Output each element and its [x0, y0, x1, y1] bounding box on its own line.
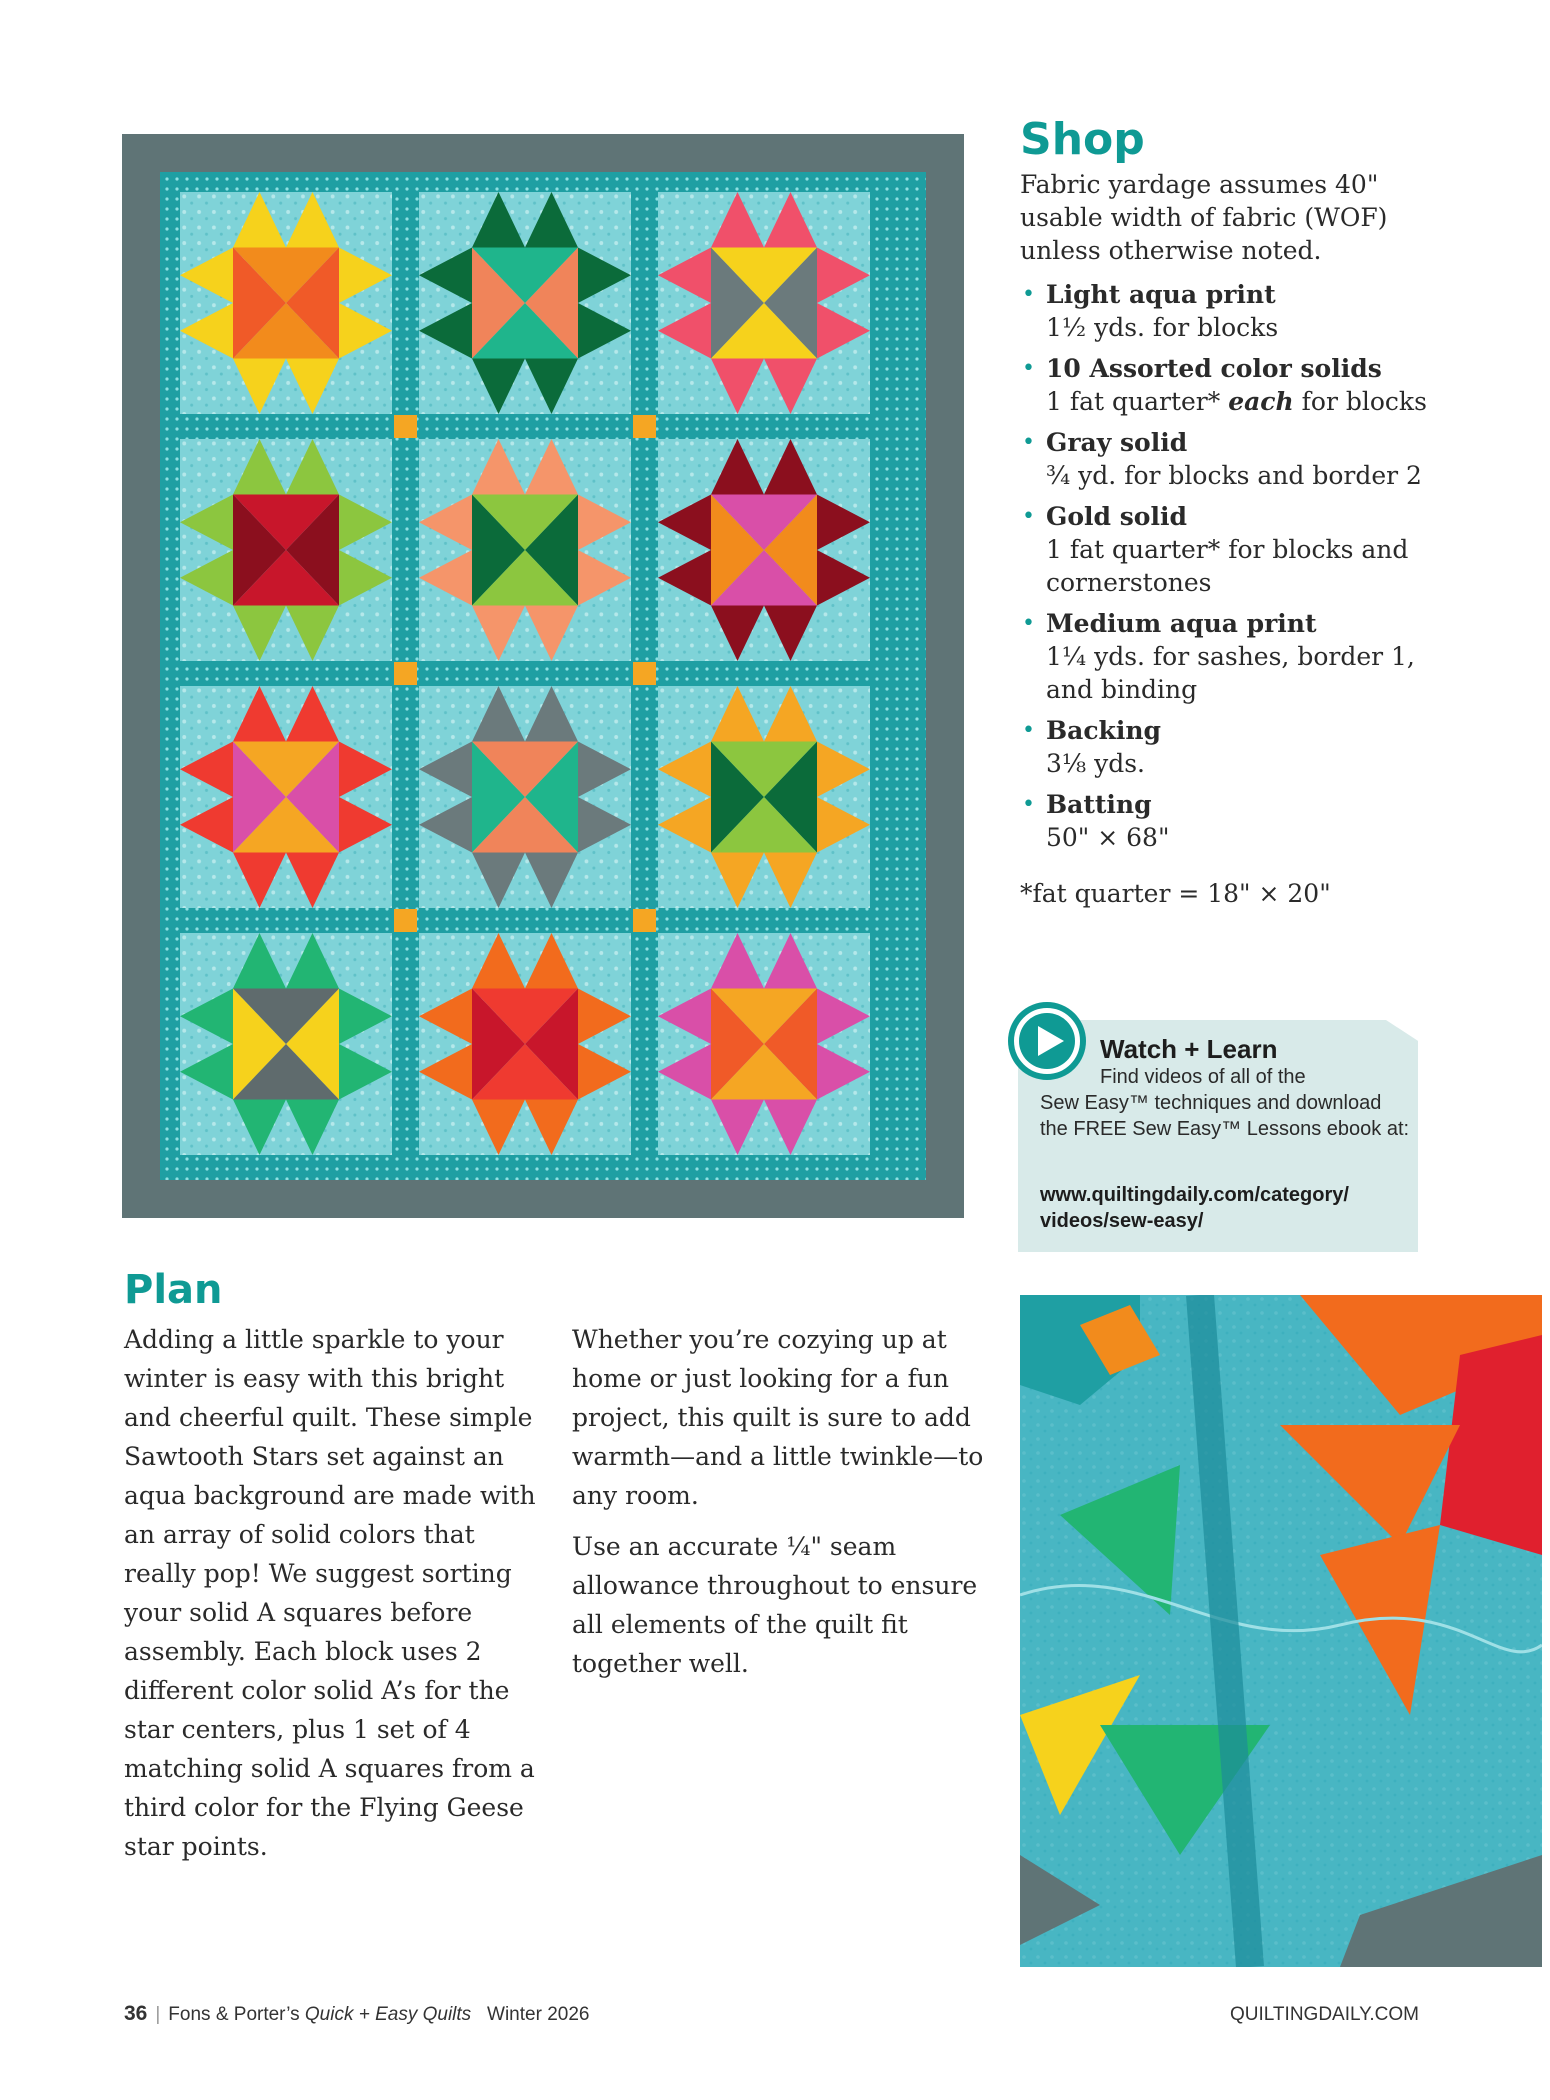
shop-footnote: *fat quarter = 18" × 20"	[1020, 879, 1331, 908]
watch-body-first: Find videos of all of the	[1100, 1066, 1306, 1088]
shop-item-name: Gold solid	[1046, 502, 1187, 531]
shop-item-name: Gray solid	[1046, 428, 1188, 457]
shop-item	[1020, 714, 1440, 780]
desc-emphasis: each	[1228, 387, 1294, 416]
footer-left	[124, 2002, 589, 2026]
star-block	[180, 686, 392, 908]
footer-site[interactable]: QUILTINGDAILY.COM	[1230, 2004, 1419, 2025]
plan-column-1: Adding a little sparkle to your winter is easy with this bright and cheerful quilt. These simple Sawtooth Stars set against an aqua background are made with an array of solid colors that really pop! We suggest sorting your solid A squares before assembly. Each block uses 2 different color solid A’s for the star centers, plus 1 set of 4 matching solid A squares from a third color for the Flying Geese star points.	[124, 1325, 536, 1861]
star-block	[419, 192, 631, 414]
bullet-icon: •	[1022, 356, 1035, 381]
quilt-photo	[122, 134, 964, 1218]
bullet-icon: •	[1022, 430, 1035, 455]
desc-post: for blocks	[1293, 387, 1427, 416]
publication-title: Quick + Easy Quilts	[304, 2004, 472, 2025]
quilt-detail-photo	[1020, 1295, 1542, 1967]
star-block	[658, 439, 870, 661]
star-block	[180, 933, 392, 1155]
star-block	[658, 192, 870, 414]
plan-paragraph: Whether you’re cozying up at home or just looking for a fun project, this quilt is sure to add warmth—and a little twinkle—to any room.	[572, 1325, 984, 1510]
shop-item-desc: ¾ yd. for blocks and border 2	[1046, 461, 1422, 490]
star-block	[180, 439, 392, 661]
watch-learn-body	[1040, 1064, 1410, 1142]
bullet-icon: •	[1022, 611, 1035, 636]
watch-learn-url[interactable]: www.quiltingdaily.com/category/ videos/sew-easy/	[1040, 1184, 1349, 1232]
shop-item	[1020, 788, 1440, 854]
desc-pre: 1 fat quarter*	[1046, 387, 1229, 416]
shop-list	[1020, 278, 1440, 862]
shop-item-desc: 1½ yds. for blocks	[1046, 313, 1279, 342]
cornerstone	[633, 662, 656, 685]
watch-learn-title: Watch + Learn	[1100, 1034, 1278, 1064]
shop-item-name: Medium aqua print	[1046, 609, 1317, 638]
cornerstone	[633, 415, 656, 438]
shop-title: Shop	[1020, 114, 1145, 165]
bullet-icon: •	[1022, 504, 1035, 529]
cornerstone	[633, 909, 656, 932]
bullet-icon: •	[1022, 718, 1035, 743]
plan-paragraph: Use an accurate ¼" seam allowance throughout to ensure all elements of the quilt fit together well.	[572, 1532, 978, 1678]
watch-body-rest: Sew Easy™ techniques and download the FREE Sew Easy™ Lessons ebook at:	[1040, 1092, 1410, 1140]
star-block	[419, 933, 631, 1155]
shop-item-desc: 1¼ yds. for sashes, border 1, and binding	[1046, 642, 1415, 704]
cornerstone	[394, 415, 417, 438]
publication-name: Fons & Porter’s	[168, 2004, 305, 2025]
shop-item-name: 10 Assorted color solids	[1046, 354, 1382, 383]
shop-item-desc: 50" × 68"	[1046, 823, 1170, 852]
shop-item-name: Backing	[1046, 716, 1162, 745]
shop-item-desc: 3⅛ yds.	[1046, 749, 1145, 778]
shop-item	[1020, 278, 1440, 344]
bullet-icon: •	[1022, 792, 1035, 817]
cornerstone	[394, 909, 417, 932]
issue: Winter 2026	[487, 2004, 590, 2025]
star-block	[180, 192, 392, 414]
star-block	[419, 686, 631, 908]
cornerstone	[394, 662, 417, 685]
footer-divider: |	[155, 2004, 161, 2025]
shop-item	[1020, 500, 1440, 599]
page-number: 36	[124, 2002, 148, 2025]
shop-item	[1020, 352, 1440, 418]
shop-intro: Fabric yardage assumes 40" usable width of fabric (WOF) unless otherwise noted.	[1020, 170, 1388, 265]
shop-item	[1020, 607, 1440, 706]
shop-item-desc	[1046, 385, 1440, 418]
shop-item-name: Light aqua print	[1046, 280, 1276, 309]
bullet-icon: •	[1022, 282, 1035, 307]
shop-item	[1020, 426, 1440, 492]
star-block	[419, 439, 631, 661]
plan-title: Plan	[124, 1267, 223, 1313]
star-block	[658, 686, 870, 908]
shop-item-desc: 1 fat quarter* for blocks and cornerstones	[1046, 535, 1409, 597]
star-block	[658, 933, 870, 1155]
plan-column-2	[572, 1320, 992, 1695]
shop-item-name: Batting	[1046, 790, 1152, 819]
